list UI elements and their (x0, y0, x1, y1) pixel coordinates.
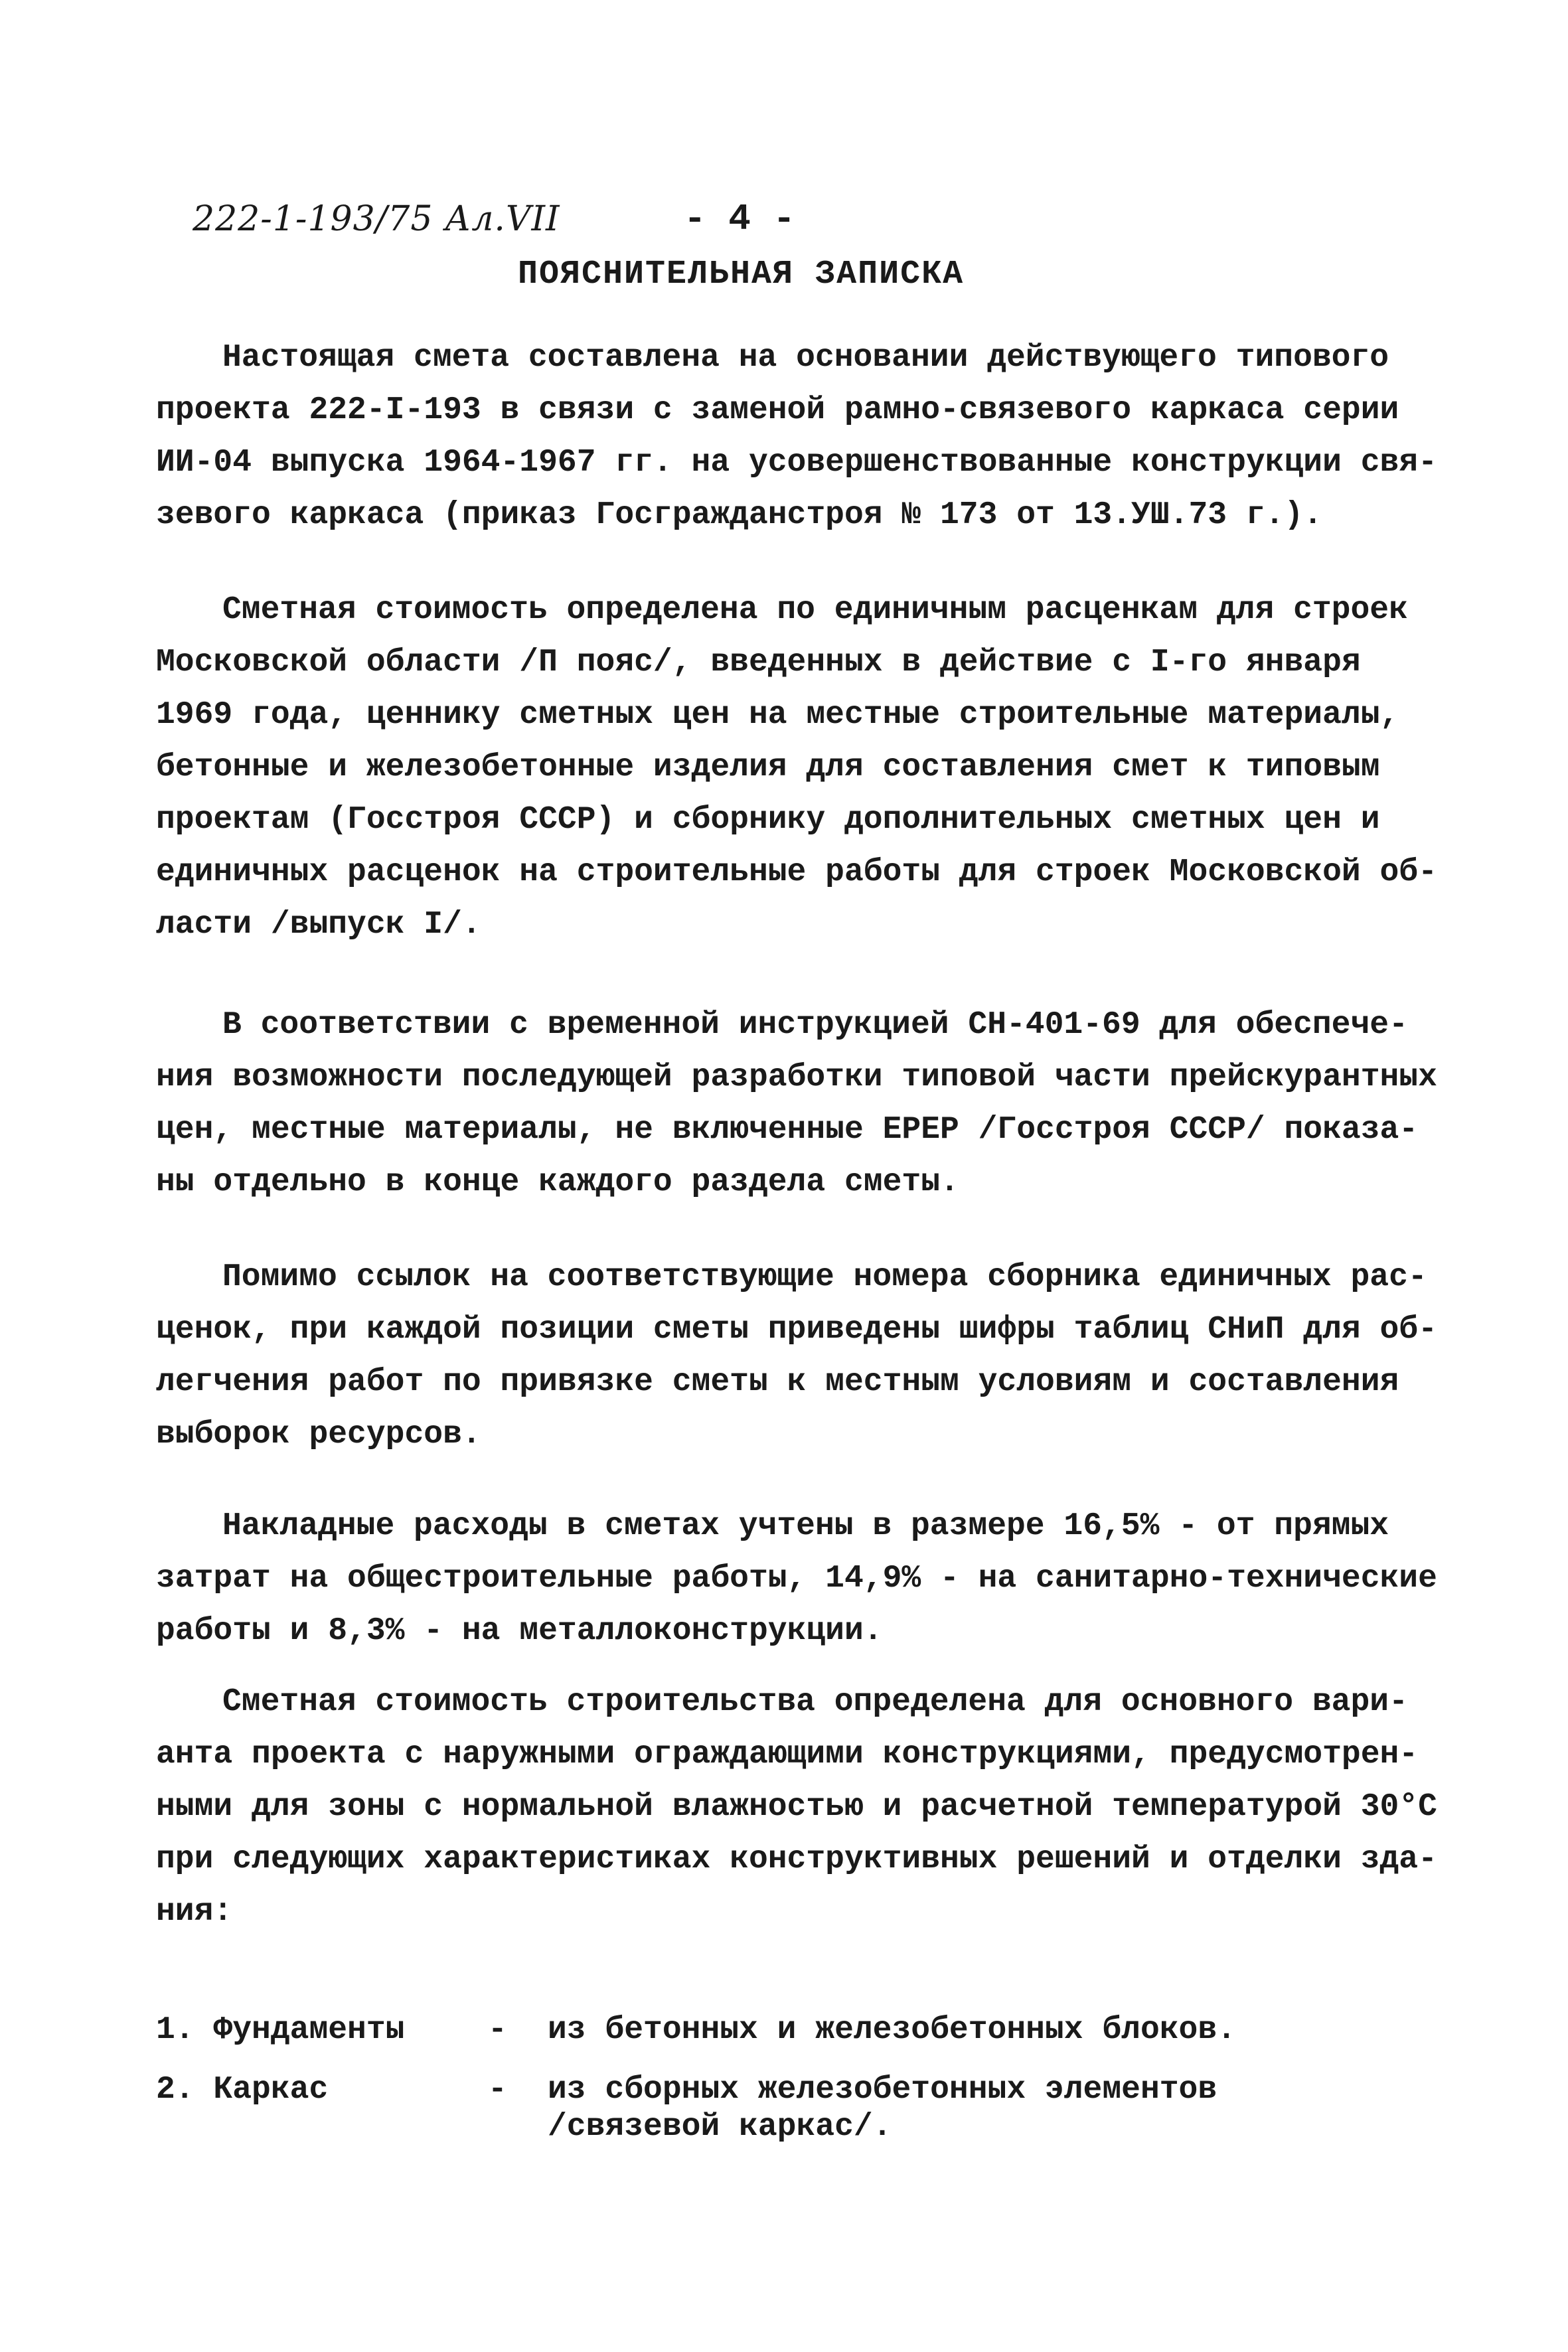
paragraph-4 (156, 1251, 1437, 1461)
paragraph-line: ны отдельно в конце каждого раздела сметы. (156, 1164, 959, 1200)
paragraph-line: проекта 222-I-193 в связи с заменой рамно-связевого каркаса серии (156, 392, 1399, 428)
list-item-label: 2. Каркас (156, 2072, 329, 2108)
list-item-description-line: /связевой каркас/. (548, 2109, 892, 2145)
list-item-description: из бетонных и железобетонных блоков. (548, 2012, 1236, 2048)
paragraph-6 (156, 1676, 1437, 1938)
list-item-frame (156, 2071, 1431, 2151)
paragraph-line: Сметная стоимость строительства определена для основного вари- (222, 1684, 1408, 1720)
paragraph-line: ными для зоны с нормальной влажностью и расчетной температурой 30°С (156, 1789, 1437, 1825)
list-item-description-line: из сборных железобетонных элементов (548, 2072, 1217, 2108)
list-item-label: 1. Фундаменты (156, 2012, 405, 2048)
paragraph-3 (156, 999, 1437, 1209)
paragraph-1 (156, 332, 1437, 542)
list-item-foundations (156, 2011, 1431, 2051)
paragraph-line: Московской области /П пояс/, введенных в действие с I-го января (156, 645, 1361, 680)
paragraph-line: ния возможности последующей разработки типовой части прейскурантных (156, 1059, 1437, 1095)
paragraph-line: легчения работ по привязке сметы к местным условиям и составления (156, 1364, 1399, 1400)
paragraph-line: затрат на общестроительные работы, 14,9% - на санитарно-технические (156, 1561, 1437, 1597)
paragraph-line: Сметная стоимость определена по единичным расценкам для строек (222, 592, 1408, 628)
paragraph-line: ИИ-04 выпуска 1964-1967 гг. на усовершенствованные конструкции свя- (156, 445, 1437, 481)
paragraph-line: выборок ресурсов. (156, 1417, 481, 1452)
list-item-description (548, 2071, 1217, 2146)
list-item-dash: - (488, 2012, 507, 2048)
paragraph-line: единичных расценок на строительные работы для строек Московской об- (156, 854, 1437, 890)
document-code: 222-1-193/75 Ал.VII (193, 199, 560, 239)
paragraph-line: 1969 года, ценнику сметных цен на местные строительные материалы, (156, 697, 1399, 733)
paragraph-line: ния: (156, 1894, 233, 1930)
page-number: - 4 - (684, 198, 796, 240)
paragraph-line: ценок, при каждой позиции сметы приведены шифры таблиц СНиП для об- (156, 1312, 1437, 1348)
paragraph-line: Помимо ссылок на соответствующие номера сборника единичных рас- (222, 1259, 1427, 1295)
paragraph-line: работы и 8,3% - на металлоконструкции. (156, 1613, 883, 1649)
paragraph-line: В соответствии с временной инструкцией СН-401-69 для обеспече- (222, 1007, 1408, 1043)
list-item-dash: - (488, 2072, 507, 2108)
paragraph-line: Настоящая смета составлена на основании действующего типового (222, 340, 1389, 376)
paragraph-line: бетонные и железобетонные изделия для составления смет к типовым (156, 749, 1380, 785)
paragraph-5 (156, 1500, 1437, 1658)
paragraph-2 (156, 584, 1437, 951)
paragraph-line: проектам (Госстроя СССР) и сборнику дополнительных сметных цен и (156, 802, 1380, 838)
paragraph-line: цен, местные материалы, не включенные ЕРЕР /Госстроя СССР/ показа- (156, 1112, 1419, 1148)
paragraph-line: ласти /выпуск I/. (156, 907, 481, 943)
paragraph-line: при следующих характеристиках конструктивных решений и отделки зда- (156, 1842, 1437, 1877)
paragraph-line: зевого каркаса (приказ Госгражданстроя № 173 от 13.УШ.73 г.). (156, 497, 1323, 533)
page-title: ПОЯСНИТЕЛЬНАЯ ЗАПИСКА (518, 256, 965, 293)
paragraph-line: Накладные расходы в сметах учтены в размере 16,5% - от прямых (222, 1508, 1389, 1544)
paragraph-line: анта проекта с наружными ограждающими конструкциями, предусмотрен- (156, 1737, 1419, 1772)
